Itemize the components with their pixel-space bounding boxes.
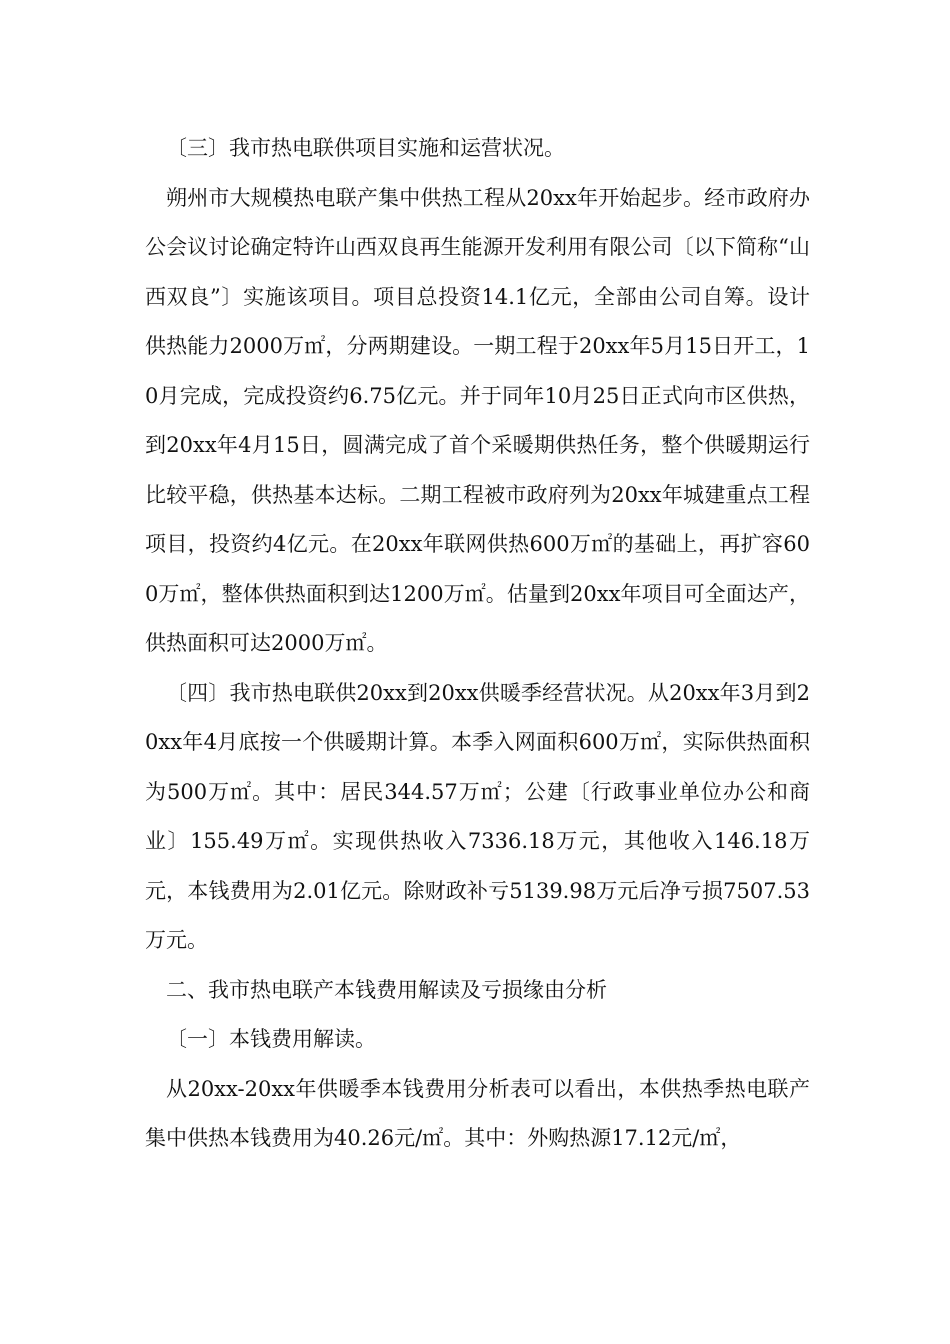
- paragraph-cost-heading: 〔一〕本钱费用解读。: [166, 1027, 376, 1051]
- paragraph-section-3-heading: 〔三〕我市热电联供项目实施和运营状况。: [166, 136, 565, 160]
- paragraph-project-overview: 朔州市大规模热电联产集中供热工程从20xx年开始起步。经市政府办公会议讨论确定特许山西双良再生能源开发利用有限公司〔以下简称“山西双良”〕实施该项目。项目总投资14.1亿元，全部由公司自筹。设计供热能力2000万㎡，分两期建设。一期工程于20xx年5月15日开工，10月完成，完成投资约6.75亿元。并于同年10月25日正式向市区供热，到20xx年4月15日，圆满完成了首个采暖期供热任务，整个供暖期运行比较平稳，供热基本达标。二期工程被市政府列为20xx年城建重点工程项目，投资约4亿元。在20xx年联网供热600万㎡的基础上，再扩容600万㎡，整体供热面积到达1200万㎡。估量到20xx年项目可全面达产，供热面积可达2000万㎡。: [145, 185, 810, 655]
- document-body: [145, 124, 810, 1164]
- paragraph-part-2-heading: 二、我市热电联产本钱费用解读及亏损缘由分析: [166, 977, 607, 1002]
- paragraph-cost-analysis: 从20xx-20xx年供暖季本钱费用分析表可以看出，本供热季热电联产集中供热本钱费用为40.26元/㎡。其中：外购热源17.12元/㎡，: [145, 1076, 810, 1150]
- paragraph-section-4-operations: 〔四〕我市热电联供20xx到20xx供暖季经营状况。从20xx年3月到20xx年4月底按一个供暖期计算。本季入网面积600万㎡，实际供热面积为500万㎡。其中：居民344.57万㎡；公建〔行政事业单位办公和商业〕155.49万㎡。实现供热收入7336.18万元，其他收入146.18万元，本钱费用为2.01亿元。除财政补亏5139.98万元后净亏损7507.53万元。: [145, 680, 810, 952]
